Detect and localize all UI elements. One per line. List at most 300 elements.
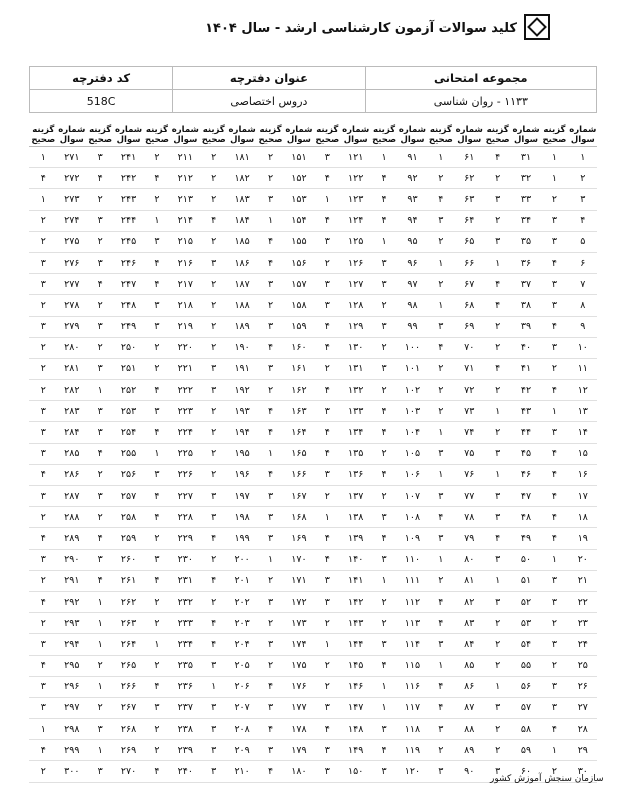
correct-option: ۲ bbox=[427, 570, 455, 591]
correct-option: ۲ bbox=[427, 740, 455, 761]
question-number: ۱۲۲ bbox=[341, 168, 369, 189]
table-row bbox=[29, 549, 597, 570]
correct-option: ۳ bbox=[143, 401, 171, 422]
correct-option: ۳ bbox=[200, 252, 228, 273]
correct-option: ۲ bbox=[200, 549, 228, 570]
question-number: ۵۲ bbox=[512, 591, 540, 612]
question-number: ۱۱۵ bbox=[398, 655, 426, 676]
correct-option: ۱ bbox=[29, 147, 58, 168]
correct-option: ۱ bbox=[86, 380, 114, 401]
question-number: ۲۴ bbox=[569, 634, 597, 655]
question-number: ۲۳۵ bbox=[171, 655, 199, 676]
correct-option: ۴ bbox=[29, 464, 58, 485]
question-number: ۲۲ bbox=[569, 591, 597, 612]
question-number: ۲۰۵ bbox=[228, 655, 256, 676]
correct-option: ۲ bbox=[143, 613, 171, 634]
question-number: ۲۲۵ bbox=[171, 443, 199, 464]
question-number-header: شماره سوال bbox=[342, 125, 370, 145]
question-number: ۵۴ bbox=[512, 634, 540, 655]
question-number: ۱۵ bbox=[569, 443, 597, 464]
question-number: ۱۱۹ bbox=[398, 740, 426, 761]
correct-option: ۳ bbox=[313, 570, 341, 591]
question-number-header: شماره سوال bbox=[171, 125, 199, 145]
question-number: ۱۳۵ bbox=[341, 443, 369, 464]
question-number: ۴۶ bbox=[512, 464, 540, 485]
correct-option: ۳ bbox=[29, 401, 58, 422]
correct-option: ۴ bbox=[427, 189, 455, 210]
correct-option: ۴ bbox=[540, 443, 568, 464]
correct-option: ۲ bbox=[29, 231, 58, 252]
question-number: ۲۱۵ bbox=[171, 231, 199, 252]
question-number: ۱۸۱ bbox=[228, 147, 256, 168]
correct-option: ۴ bbox=[200, 634, 228, 655]
correct-option: ۴ bbox=[29, 655, 58, 676]
correct-option: ۴ bbox=[143, 507, 171, 528]
correct-option-header: گزینه صحیح bbox=[540, 124, 568, 147]
correct-option: ۴ bbox=[256, 719, 284, 740]
question-number: ۱۷۱ bbox=[285, 570, 313, 591]
question-number: ۱۸۷ bbox=[228, 274, 256, 295]
table-row bbox=[29, 231, 597, 252]
question-number: ۱۳۱ bbox=[341, 358, 369, 379]
question-number: ۳۴ bbox=[512, 210, 540, 231]
correct-option: ۳ bbox=[313, 761, 341, 782]
question-number: ۱۳۲ bbox=[341, 380, 369, 401]
correct-option: ۳ bbox=[200, 380, 228, 401]
correct-option: ۴ bbox=[370, 464, 398, 485]
question-number: ۲۷۳ bbox=[58, 189, 86, 210]
question-number: ۸۵ bbox=[455, 655, 483, 676]
question-number: ۲۴۷ bbox=[114, 274, 142, 295]
question-number: ۱۹۲ bbox=[228, 380, 256, 401]
table-row bbox=[29, 443, 597, 464]
question-number: ۱ bbox=[569, 147, 597, 168]
question-number: ۲۱ bbox=[569, 570, 597, 591]
question-number: ۹۸ bbox=[398, 295, 426, 316]
correct-option: ۴ bbox=[540, 486, 568, 507]
question-number: ۶۱ bbox=[455, 147, 483, 168]
correct-option: ۳ bbox=[427, 316, 455, 337]
correct-option: ۲ bbox=[200, 591, 228, 612]
question-number: ۲۰۰ bbox=[228, 549, 256, 570]
correct-option-header: گزینه صحیح bbox=[143, 124, 171, 147]
question-number: ۲۶۹ bbox=[114, 740, 142, 761]
question-number: ۱۹۶ bbox=[228, 464, 256, 485]
question-number: ۱۸۰ bbox=[285, 761, 313, 782]
question-number-header: شماره سوال bbox=[455, 125, 483, 145]
correct-option: ۱ bbox=[86, 634, 114, 655]
question-number: ۲۱۶ bbox=[171, 252, 199, 273]
question-number: ۱۱۲ bbox=[398, 591, 426, 612]
correct-option: ۲ bbox=[256, 380, 284, 401]
correct-option: ۳ bbox=[370, 507, 398, 528]
correct-option: ۳ bbox=[86, 147, 114, 168]
question-number: ۱۵۷ bbox=[285, 274, 313, 295]
correct-option: ۳ bbox=[256, 740, 284, 761]
question-number: ۷۴ bbox=[455, 422, 483, 443]
question-number: ۲۶۷ bbox=[114, 697, 142, 718]
question-number: ۱۷۶ bbox=[285, 676, 313, 697]
correct-option: ۳ bbox=[256, 591, 284, 612]
question-number: ۷۷ bbox=[455, 486, 483, 507]
correct-option: ۴ bbox=[313, 719, 341, 740]
question-number: ۴۵ bbox=[512, 443, 540, 464]
question-number: ۱۸۳ bbox=[228, 189, 256, 210]
question-number: ۲۷۱ bbox=[58, 147, 86, 168]
question-number-header: شماره سوال bbox=[398, 125, 427, 145]
question-number: ۹۶ bbox=[398, 252, 426, 273]
question-number: ۴۳ bbox=[512, 401, 540, 422]
question-number: ۱۰۳ bbox=[398, 401, 426, 422]
correct-option: ۱ bbox=[86, 740, 114, 761]
question-number: ۲۱۴ bbox=[171, 210, 199, 231]
question-number: ۲۹ bbox=[569, 740, 597, 761]
question-number: ۲۸ bbox=[569, 719, 597, 740]
question-number: ۲۵۳ bbox=[114, 401, 142, 422]
question-number: ۴۹ bbox=[512, 528, 540, 549]
question-number: ۵۱ bbox=[512, 570, 540, 591]
correct-option: ۳ bbox=[540, 570, 568, 591]
correct-option: ۴ bbox=[143, 570, 171, 591]
question-number: ۱۱۶ bbox=[398, 676, 426, 697]
correct-option: ۴ bbox=[313, 168, 341, 189]
correct-option: ۳ bbox=[427, 719, 455, 740]
question-number: ۱۸۲ bbox=[228, 168, 256, 189]
question-number: ۲۴۰ bbox=[171, 761, 199, 782]
correct-option: ۳ bbox=[370, 634, 398, 655]
correct-option: ۳ bbox=[29, 443, 58, 464]
question-number: ۴ bbox=[569, 210, 597, 231]
question-number: ۱۵۸ bbox=[285, 295, 313, 316]
correct-option: ۴ bbox=[256, 761, 284, 782]
question-number: ۲۰۸ bbox=[228, 719, 256, 740]
correct-option: ۲ bbox=[313, 252, 341, 273]
correct-option: ۲ bbox=[200, 274, 228, 295]
correct-option: ۱ bbox=[370, 147, 398, 168]
correct-option: ۱ bbox=[540, 740, 568, 761]
question-number: ۱۵۲ bbox=[285, 168, 313, 189]
correct-option: ۲ bbox=[370, 591, 398, 612]
question-number: ۱۴۰ bbox=[341, 549, 369, 570]
correct-option: ۲ bbox=[29, 295, 58, 316]
question-number: ۱۰۵ bbox=[398, 443, 426, 464]
correct-option: ۴ bbox=[483, 274, 511, 295]
question-number: ۱۹۴ bbox=[228, 422, 256, 443]
correct-option: ۳ bbox=[143, 231, 171, 252]
correct-option: ۲ bbox=[86, 655, 114, 676]
question-number: ۱۶۰ bbox=[285, 337, 313, 358]
question-number: ۲۳۲ bbox=[171, 591, 199, 612]
question-number: ۳۲ bbox=[512, 168, 540, 189]
correct-option: ۱ bbox=[370, 231, 398, 252]
question-number: ۷۰ bbox=[455, 337, 483, 358]
table-row bbox=[29, 613, 597, 634]
question-number-header: شماره سوال bbox=[114, 125, 143, 145]
question-number: ۲۲۹ bbox=[171, 528, 199, 549]
question-number: ۱۴۹ bbox=[341, 740, 369, 761]
question-number: ۱۴۴ bbox=[341, 634, 369, 655]
correct-option: ۲ bbox=[313, 613, 341, 634]
question-number: ۱۰۶ bbox=[398, 464, 426, 485]
correct-option: ۴ bbox=[256, 231, 284, 252]
question-number: ۱۰۹ bbox=[398, 528, 426, 549]
question-number: ۴۱ bbox=[512, 358, 540, 379]
correct-option: ۳ bbox=[29, 676, 58, 697]
correct-option: ۲ bbox=[200, 443, 228, 464]
correct-option: ۲ bbox=[29, 358, 58, 379]
question-number: ۸۳ bbox=[455, 613, 483, 634]
question-number: ۱۳۹ bbox=[341, 528, 369, 549]
correct-option: ۳ bbox=[143, 464, 171, 485]
correct-option: ۴ bbox=[29, 528, 58, 549]
question-number: ۷۲ bbox=[455, 380, 483, 401]
correct-option: ۳ bbox=[313, 591, 341, 612]
booklet-code-value: 518C bbox=[30, 90, 173, 113]
question-number: ۱۹۵ bbox=[228, 443, 256, 464]
correct-option: ۴ bbox=[540, 528, 568, 549]
correct-option: ۲ bbox=[143, 719, 171, 740]
question-number: ۱۸ bbox=[569, 507, 597, 528]
correct-option: ۱ bbox=[143, 634, 171, 655]
correct-option: ۱ bbox=[313, 507, 341, 528]
question-number: ۲۹۳ bbox=[58, 613, 86, 634]
question-number: ۳۹ bbox=[512, 316, 540, 337]
correct-option: ۲ bbox=[313, 486, 341, 507]
correct-option: ۱ bbox=[370, 676, 398, 697]
question-number: ۲۲۴ bbox=[171, 422, 199, 443]
question-number: ۴۴ bbox=[512, 422, 540, 443]
correct-option: ۲ bbox=[427, 168, 455, 189]
question-number: ۴۷ bbox=[512, 486, 540, 507]
table-row bbox=[29, 486, 597, 507]
question-number: ۲۰۷ bbox=[228, 697, 256, 718]
question-number: ۲۸۰ bbox=[58, 337, 86, 358]
question-number: ۲۳۹ bbox=[171, 740, 199, 761]
correct-option-header: گزینه صحیح bbox=[29, 124, 58, 147]
correct-option: ۴ bbox=[427, 591, 455, 612]
question-number: ۶۴ bbox=[455, 210, 483, 231]
correct-option: ۴ bbox=[313, 422, 341, 443]
table-row bbox=[29, 570, 597, 591]
exam-group-label: مجموعه امتحانی bbox=[365, 67, 596, 90]
question-number: ۲۴۶ bbox=[114, 252, 142, 273]
correct-option: ۳ bbox=[427, 210, 455, 231]
correct-option: ۱ bbox=[540, 401, 568, 422]
correct-option: ۴ bbox=[200, 528, 228, 549]
correct-option: ۴ bbox=[313, 443, 341, 464]
question-number: ۸۷ bbox=[455, 697, 483, 718]
question-number: ۱۰ bbox=[569, 337, 597, 358]
question-number: ۲۷۰ bbox=[114, 761, 142, 782]
correct-option: ۳ bbox=[313, 401, 341, 422]
question-number: ۱۵۹ bbox=[285, 316, 313, 337]
question-number: ۲۸۶ bbox=[58, 464, 86, 485]
question-number: ۲۴۸ bbox=[114, 295, 142, 316]
question-number: ۱۴۳ bbox=[341, 613, 369, 634]
question-number-header: شماره سوال bbox=[58, 125, 86, 145]
table-row bbox=[29, 655, 597, 676]
correct-option: ۴ bbox=[370, 401, 398, 422]
table-row bbox=[29, 422, 597, 443]
correct-option: ۲ bbox=[29, 380, 58, 401]
correct-option: ۱ bbox=[427, 295, 455, 316]
question-number: ۱۵۴ bbox=[285, 210, 313, 231]
correct-option: ۲ bbox=[313, 358, 341, 379]
question-number: ۲۳۳ bbox=[171, 613, 199, 634]
question-number: ۱۹۰ bbox=[228, 337, 256, 358]
question-number: ۱۶۶ bbox=[285, 464, 313, 485]
correct-option: ۲ bbox=[540, 189, 568, 210]
correct-option: ۳ bbox=[200, 358, 228, 379]
correct-option: ۳ bbox=[540, 210, 568, 231]
question-number: ۲۰۹ bbox=[228, 740, 256, 761]
question-number: ۲۷ bbox=[569, 697, 597, 718]
question-number: ۱۷۹ bbox=[285, 740, 313, 761]
correct-option: ۱ bbox=[29, 189, 58, 210]
question-number: ۶۹ bbox=[455, 316, 483, 337]
correct-option: ۳ bbox=[29, 549, 58, 570]
correct-option: ۳ bbox=[86, 422, 114, 443]
correct-option: ۲ bbox=[483, 337, 511, 358]
correct-option: ۳ bbox=[370, 316, 398, 337]
correct-option: ۴ bbox=[143, 380, 171, 401]
question-number: ۶ bbox=[569, 252, 597, 273]
question-number: ۵۵ bbox=[512, 655, 540, 676]
correct-option: ۴ bbox=[540, 316, 568, 337]
question-number: ۲۴۴ bbox=[114, 210, 142, 231]
correct-option: ۳ bbox=[540, 231, 568, 252]
question-number: ۱۴۷ bbox=[341, 697, 369, 718]
correct-option: ۳ bbox=[29, 274, 58, 295]
correct-option: ۴ bbox=[256, 422, 284, 443]
correct-option: ۳ bbox=[313, 740, 341, 761]
correct-option: ۱ bbox=[86, 591, 114, 612]
correct-option: ۳ bbox=[256, 274, 284, 295]
question-number: ۱۳۰ bbox=[341, 337, 369, 358]
correct-option: ۳ bbox=[427, 486, 455, 507]
question-number: ۲۷۲ bbox=[58, 168, 86, 189]
question-number: ۹۱ bbox=[398, 147, 426, 168]
question-number: ۱۷۰ bbox=[285, 549, 313, 570]
table-row bbox=[29, 507, 597, 528]
correct-option: ۴ bbox=[483, 295, 511, 316]
correct-option: ۲ bbox=[370, 443, 398, 464]
table-row bbox=[29, 168, 597, 189]
question-number: ۲۴۲ bbox=[114, 168, 142, 189]
question-number: ۹۳ bbox=[398, 189, 426, 210]
correct-option: ۳ bbox=[540, 295, 568, 316]
correct-option: ۳ bbox=[483, 761, 511, 782]
correct-option: ۲ bbox=[483, 740, 511, 761]
question-number: ۱۳۸ bbox=[341, 507, 369, 528]
question-number: ۱۱۳ bbox=[398, 613, 426, 634]
correct-option: ۲ bbox=[540, 613, 568, 634]
correct-option: ۳ bbox=[483, 189, 511, 210]
question-number: ۲۱۳ bbox=[171, 189, 199, 210]
correct-option-header: گزینه صحیح bbox=[427, 124, 455, 147]
correct-option: ۲ bbox=[200, 231, 228, 252]
question-number: ۹۴ bbox=[398, 210, 426, 231]
booklet-title-value: دروس اختصاصی bbox=[173, 90, 365, 113]
correct-option: ۳ bbox=[427, 443, 455, 464]
question-number: ۸۰ bbox=[455, 549, 483, 570]
question-number: ۱۳۴ bbox=[341, 422, 369, 443]
table-row bbox=[29, 634, 597, 655]
question-number: ۳۳ bbox=[512, 189, 540, 210]
question-number: ۱۰۲ bbox=[398, 380, 426, 401]
booklet-code-label: کد دفترچه bbox=[30, 67, 173, 90]
question-number: ۱۲۹ bbox=[341, 316, 369, 337]
table-row bbox=[29, 719, 597, 740]
question-number: ۱۴۲ bbox=[341, 591, 369, 612]
correct-option: ۳ bbox=[29, 634, 58, 655]
correct-option: ۲ bbox=[540, 761, 568, 782]
correct-option: ۴ bbox=[256, 676, 284, 697]
correct-option: ۲ bbox=[370, 613, 398, 634]
correct-option: ۲ bbox=[427, 358, 455, 379]
correct-option: ۲ bbox=[313, 655, 341, 676]
question-number: ۱۱۰ bbox=[398, 549, 426, 570]
question-number: ۲۲۳ bbox=[171, 401, 199, 422]
correct-option: ۴ bbox=[29, 740, 58, 761]
question-number: ۶۲ bbox=[455, 168, 483, 189]
correct-option: ۲ bbox=[86, 697, 114, 718]
correct-option: ۳ bbox=[86, 210, 114, 231]
question-number: ۲۰۴ bbox=[228, 634, 256, 655]
correct-option: ۳ bbox=[200, 486, 228, 507]
question-number: ۶۵ bbox=[455, 231, 483, 252]
question-number: ۸۴ bbox=[455, 634, 483, 655]
correct-option: ۳ bbox=[483, 486, 511, 507]
correct-option: ۴ bbox=[313, 337, 341, 358]
question-number: ۹۹ bbox=[398, 316, 426, 337]
question-number: ۲۸۲ bbox=[58, 380, 86, 401]
question-number: ۲۵ bbox=[569, 655, 597, 676]
correct-option: ۳ bbox=[540, 591, 568, 612]
question-number: ۲۶ bbox=[569, 676, 597, 697]
question-number: ۱۲۸ bbox=[341, 295, 369, 316]
correct-option: ۳ bbox=[427, 528, 455, 549]
correct-option: ۴ bbox=[143, 252, 171, 273]
correct-option: ۲ bbox=[427, 231, 455, 252]
table-row bbox=[29, 380, 597, 401]
question-number: ۲۷۸ bbox=[58, 295, 86, 316]
question-number: ۱۱۱ bbox=[398, 570, 426, 591]
correct-option: ۴ bbox=[483, 147, 511, 168]
question-number: ۲۵۱ bbox=[114, 358, 142, 379]
correct-option: ۱ bbox=[540, 549, 568, 570]
question-number: ۱۸۸ bbox=[228, 295, 256, 316]
correct-option: ۴ bbox=[370, 528, 398, 549]
correct-option: ۲ bbox=[200, 189, 228, 210]
correct-option: ۱ bbox=[483, 252, 511, 273]
correct-option: ۲ bbox=[29, 570, 58, 591]
correct-option: ۱ bbox=[86, 676, 114, 697]
correct-option: ۲ bbox=[200, 401, 228, 422]
correct-option: ۲ bbox=[483, 634, 511, 655]
question-number: ۲۸۷ bbox=[58, 486, 86, 507]
correct-option: ۴ bbox=[427, 697, 455, 718]
correct-option: ۳ bbox=[427, 761, 455, 782]
question-number: ۲۸۵ bbox=[58, 443, 86, 464]
correct-option: ۳ bbox=[86, 761, 114, 782]
question-number: ۲۲۲ bbox=[171, 380, 199, 401]
correct-option: ۳ bbox=[86, 316, 114, 337]
correct-option: ۳ bbox=[483, 549, 511, 570]
correct-option: ۳ bbox=[256, 507, 284, 528]
question-number: ۱۷۵ bbox=[285, 655, 313, 676]
question-number: ۴۸ bbox=[512, 507, 540, 528]
